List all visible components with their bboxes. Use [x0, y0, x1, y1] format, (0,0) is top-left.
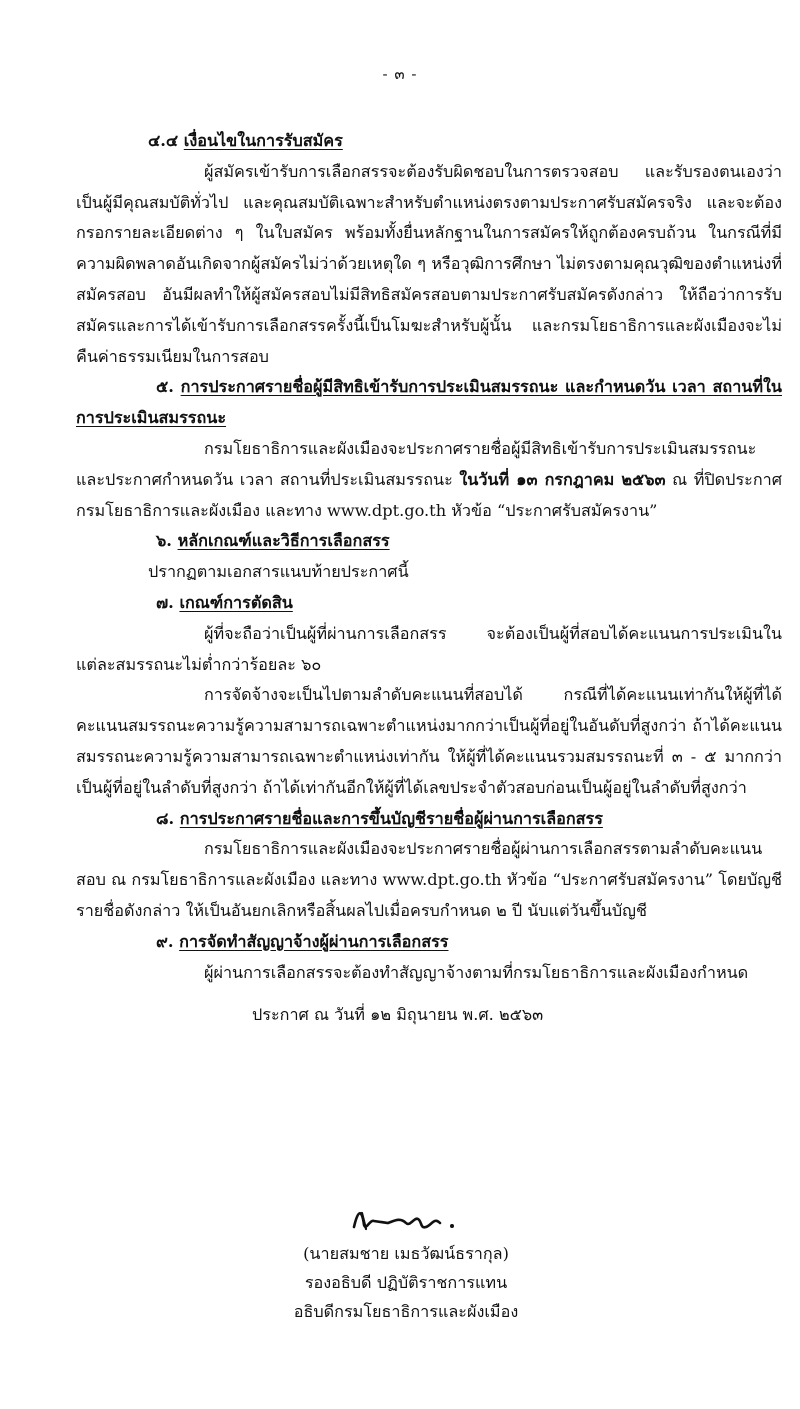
section-title: การประกาศรายชื่อผู้มีสิทธิเข้ารับการประเมินสมรรถนะ และกำหนดวัน เวลา สถานที่ในการประเมินสมรรถนะ	[76, 377, 782, 428]
section-6-body: ปรากฏตามเอกสารแนบท้ายประกาศนี้	[148, 562, 409, 582]
page-number: - ๓ -	[382, 65, 418, 83]
signatory-position-1: รองอธิบดี ปฏิบัติราชการแทน	[304, 1273, 508, 1292]
announcement-prefix: ประกาศ ณ วันที่	[252, 1005, 365, 1025]
section-4-4-first-line: ผู้สมัครเข้ารับการเลือกสรรจะต้องรับผิดชอบในการตรวจสอบ และรับรองตนเองว่า	[204, 161, 782, 181]
section-4-4-heading	[76, 126, 782, 157]
section-number: ๕.	[156, 377, 174, 397]
section-title: การประกาศรายชื่อและการขึ้นบัญชีรายชื่อผู้ผ่านการเลือกสรร	[179, 808, 603, 828]
section-5-text-a: กรมโยธาธิการและผังเมืองจะประกาศรายชื่อผู้มีสิทธิเข้ารับการประเมินสมรรถนะและประกาศกำหนดวัน เวลา สถานที่ประเมินสมรรถนะ	[76, 438, 757, 489]
section-number: ๗.	[156, 592, 174, 612]
section-title: หลักเกณฑ์และวิธีการเลือกสรร	[177, 531, 390, 551]
section-5-date: ในวันที่ ๑๓ กรกฎาคม ๒๕๖๓	[459, 469, 666, 489]
section-title: เงื่อนไขในการรับสมัคร	[183, 131, 343, 150]
section-8-body: กรมโยธาธิการและผังเมืองจะประกาศรายชื่อผู้ผ่านการเลือกสรรตามลำดับคะแนนสอบ ณ กรมโยธาธิการและผังเมือง และทาง www.dpt.go.th หัวข้อ “ประกาศรับสมัครงาน” โดยบัญชีรายชื่อดังกล่าว ให้เป็นอันยกเลิกหรือสิ้นผลไปเมื่อครบกำหนด ๒ ปี นับแต่วันขึ้นบัญชี	[76, 839, 782, 920]
section-7-heading	[76, 588, 782, 619]
section-title: เกณฑ์การตัดสิน	[179, 592, 293, 612]
announcement-day: ๑๒	[370, 1005, 392, 1025]
signature-block	[256, 1193, 556, 1326]
signature-icon	[348, 1199, 468, 1239]
document-body	[76, 126, 782, 1031]
section-9-body: ผู้ผ่านการเลือกสรรจะต้องทำสัญญาจ้างตามที่กรมโยธาธิการและผังเมืองกำหนด	[204, 962, 749, 982]
section-number: ๙.	[156, 931, 174, 951]
section-5-body	[76, 434, 782, 526]
handwritten-signature	[256, 1193, 556, 1239]
section-8-heading	[76, 804, 782, 835]
section-title: การจัดทำสัญญาจ้างผู้ผ่านการเลือกสรร	[179, 931, 449, 951]
announcement-date	[76, 1000, 782, 1031]
announcement-suffix: มิถุนายน พ.ศ. ๒๕๖๓	[396, 1005, 544, 1025]
section-5-heading	[76, 372, 782, 434]
section-7-paragraph-1: ผู้ที่จะถือว่าเป็นผู้ที่ผ่านการเลือกสรร จะต้องเป็นผู้ที่สอบได้คะแนนการประเมินในแต่ละสมรรถนะไม่ต่ำกว่าร้อยละ ๖๐	[76, 623, 782, 674]
section-9-heading	[76, 927, 782, 958]
section-6-heading	[76, 526, 782, 557]
section-5-text-b: ณ ที่ปิดประกาศกรมโยธาธิการและผังเมือง และทาง www.dpt.go.th หัวข้อ “ประกาศรับสมัครงาน”	[76, 469, 782, 520]
section-7-paragraph-2: การจัดจ้างจะเป็นไปตามลำดับคะแนนที่สอบได้ กรณีที่ได้คะแนนเท่ากันให้ผู้ที่ได้คะแนนสมรรถนะความรู้ความสามารถเฉพาะตำแหน่งมากกว่าเป็นผู้ที่อยู่ในอันดับที่สูงกว่า ถ้าได้คะแนนสมรรถนะความรู้ความสามารถเฉพาะตำแหน่งเท่ากัน ให้ผู้ที่ได้คะแนนรวมสมรรถนะที่ ๓ - ๕ มากกว่า เป็นผู้ที่อยู่ในลำดับที่สูงกว่า ถ้าได้เท่ากันอีกให้ผู้ที่ได้เลขประจำตัวสอบก่อนเป็นผู้อยู่ในลำดับที่สูงกว่า	[76, 685, 782, 797]
section-4-4-body: เป็นผู้มีคุณสมบัติทั่วไป และคุณสมบัติเฉพาะสำหรับตำแหน่งตรงตามประกาศรับสมัครจริง และจะต้องกรอกรายละเอียดต่าง ๆ ในใบสมัคร พร้อมทั้งยื่นหลักฐานในการสมัครให้ถูกต้องครบถ้วน ในกรณีที่มีความผิดพลาดอันเกิดจากผู้สมัครไม่ว่าด้วยเหตุใด ๆ หรือวุฒิการศึกษา ไม่ตรงตามคุณวุฒิของตำแหน่งที่สมัครสอบ อันมีผลทำให้ผู้สมัครสอบไม่มีสิทธิสมัครสอบตามประกาศรับสมัครดังกล่าว ให้ถือว่าการรับสมัครและการได้เข้ารับการเลือกสรรครั้งนี้เป็นโมฆะสำหรับผู้นั้น และกรมโยธาธิการและผังเมืองจะไม่คืนค่าธรรมเนียมในการสอบ	[76, 192, 782, 366]
section-number: ๔.๔	[148, 131, 179, 150]
section-number: ๖.	[156, 531, 172, 551]
section-number: ๘.	[156, 808, 175, 828]
signatory-position-2: อธิบดีกรมโยธาธิการและผังเมือง	[293, 1302, 519, 1321]
signatory-name: (นายสมชาย เมธวัฒน์ธรากุล)	[303, 1244, 509, 1263]
